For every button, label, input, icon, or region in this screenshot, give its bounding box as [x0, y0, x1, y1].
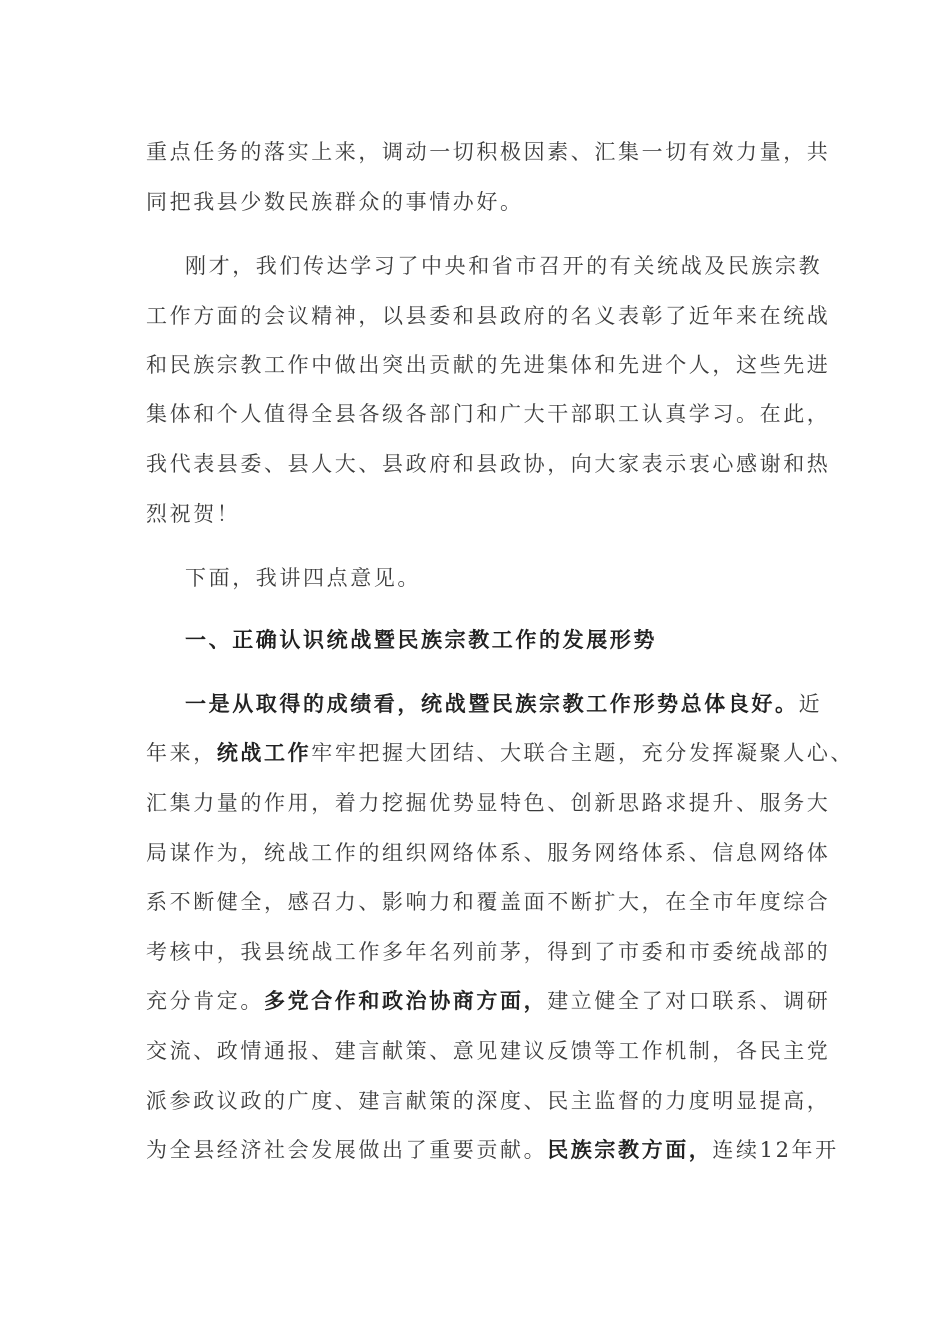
- paragraph-line: 汇集力量的作用，着力挖掘优势显特色、创新思路求提升、服务大: [146, 791, 831, 815]
- paragraph-line: 下面，我讲四点意见。: [185, 566, 421, 590]
- text-run: 年来，: [146, 741, 217, 765]
- text-run: 充分肯定。: [146, 989, 264, 1013]
- text-run: 为全县经济社会发展做出了重要贡献。: [146, 1138, 548, 1162]
- bold-text: 统战工作: [216, 740, 312, 765]
- paragraph-line: 局谋作为，统战工作的组织网络体系、服务网络体系、信息网络体: [146, 841, 831, 865]
- bold-text: 民族宗教方面，: [547, 1137, 713, 1162]
- paragraph-line: 考核中，我县统战工作多年名列前茅，得到了市委和市委统战部的: [146, 940, 831, 964]
- paragraph-line: [146, 987, 830, 1015]
- paragraph-line: 烈祝贺！: [146, 502, 241, 526]
- paragraph-line: 我代表县委、县人大、县政府和县政协，向大家表示衷心感谢和热: [146, 452, 831, 476]
- paragraph-line: 同把我县少数民族群众的事情办好。: [146, 190, 524, 214]
- text-run: 近: [798, 692, 823, 716]
- text-run: 连续12年开: [712, 1138, 839, 1162]
- paragraph-line: 交流、政情通报、建言献策、意见建议反馈等工作机制，各民主党: [146, 1039, 831, 1063]
- paragraph-line: 重点任务的落实上来，调动一切积极因素、汇集一切有效力量，共: [146, 140, 831, 164]
- paragraph-line: 集体和个人值得全县各级各部门和广大干部职工认真学习。在此，: [146, 402, 831, 426]
- text-run: 建立健全了对口联系、调研: [547, 989, 831, 1013]
- paragraph-line: [146, 1136, 839, 1164]
- section-heading: 一、正确认识统战暨民族宗教工作的发展形势: [185, 627, 657, 652]
- paragraph-line: [146, 739, 854, 767]
- text-run: 牢牢把握大团结、大联合主题，充分发挥凝聚人心、: [311, 741, 855, 765]
- paragraph-line: [185, 690, 822, 718]
- bold-lead-text: 一是从取得的成绩看，统战暨民族宗教工作形势总体良好。: [185, 691, 799, 716]
- bold-text: 多党合作和政治协商方面，: [264, 988, 548, 1013]
- paragraph-line: 刚才，我们传达学习了中央和省市召开的有关统战及民族宗教: [185, 254, 823, 278]
- paragraph-line: 工作方面的会议精神，以县委和县政府的名义表彰了近年来在统战: [146, 304, 831, 328]
- paragraph-line: 派参政议政的广度、建言献策的深度、民主监督的力度明显提高，: [146, 1089, 831, 1113]
- paragraph-line: 系不断健全，感召力、影响力和覆盖面不断扩大，在全市年度综合: [146, 890, 831, 914]
- paragraph-line: 和民族宗教工作中做出突出贡献的先进集体和先进个人，这些先进: [146, 353, 831, 377]
